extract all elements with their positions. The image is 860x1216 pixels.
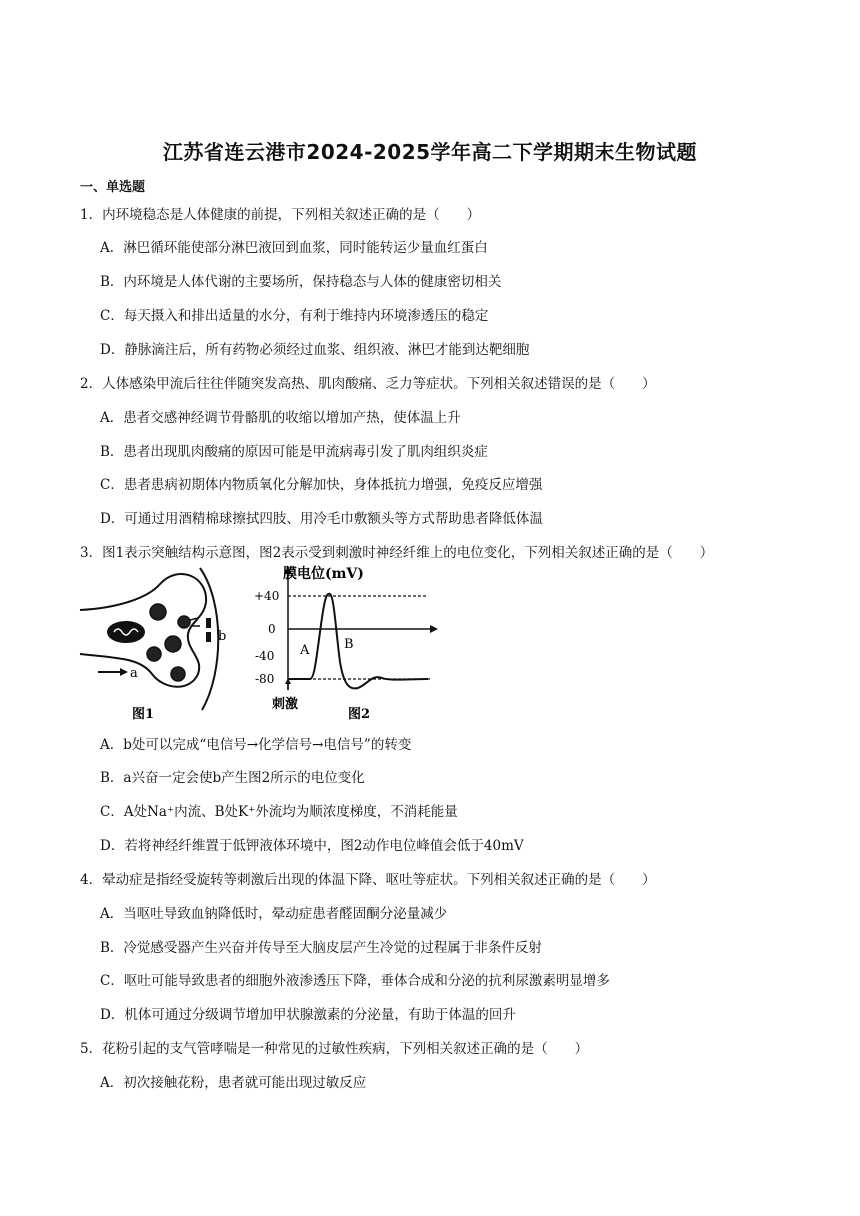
y-tick-0: 0	[268, 622, 276, 636]
question-3-figures	[78, 562, 458, 722]
y-tick-minus80: -80	[255, 672, 275, 686]
fig1-label-a: a	[130, 666, 138, 681]
question-2-option-c[interactable]: C．患者患病初期体内物质氧化分解加快，身体抵抗力增强，免疫反应增强	[100, 477, 543, 493]
segment-label-a: A	[300, 643, 310, 658]
fig1-label-b: b	[218, 629, 227, 644]
mitochondrion	[108, 622, 144, 642]
question-1-stem: 1．内环境稳态是人体健康的前提，下列相关叙述正确的是（ ）	[80, 207, 481, 223]
fig1-caption: 图1	[132, 707, 155, 722]
question-1-option-c[interactable]: C．每天摄入和排出适量的水分，有利于维持内环境渗透压的稳定	[100, 308, 489, 324]
vesicle	[171, 667, 185, 681]
question-3-option-b[interactable]: B．a兴奋一定会使b产生图2所示的电位变化	[100, 770, 365, 786]
question-3-stem: 3．图1表示突触结构示意图，图2表示受到刺激时神经纤维上的电位变化，下列相关叙述正确的是（ ）	[80, 545, 714, 561]
stimulus-label: 刺激	[272, 697, 299, 712]
action-potential-curve	[288, 594, 428, 689]
question-4-stem: 4．晕动症是指经受旋转等刺激后出现的体温下降、呕吐等症状。下列相关叙述正确的是（ ）	[80, 872, 656, 888]
question-1-option-b[interactable]: B．内环境是人体代谢的主要场所，保持稳态与人体的健康密切相关	[100, 274, 502, 290]
vesicle	[150, 604, 166, 620]
section-heading: 一、单选题	[80, 180, 146, 195]
question-4-option-c[interactable]: C．呕吐可能导致患者的细胞外液渗透压下降，垂体合成和分泌的抗利尿激素明显增多	[100, 973, 610, 989]
question-1-option-d[interactable]: D．静脉滴注后，所有药物必须经过血浆、组织液、淋巴才能到达靶细胞	[100, 342, 530, 358]
question-3-option-d[interactable]: D．若将神经纤维置于低钾液体环境中，图2动作电位峰值会低于40mV	[100, 838, 524, 854]
question-2-option-a[interactable]: A．患者交感神经调节骨骼肌的收缩以增加产热，使体温上升	[100, 410, 461, 426]
question-4-option-d[interactable]: D．机体可通过分级调节增加甲状腺激素的分泌量，有助于体温的回升	[100, 1007, 516, 1023]
vesicle	[165, 636, 181, 652]
figures-svg	[78, 562, 458, 722]
potential-graph	[284, 566, 438, 690]
synapse-diagram	[80, 568, 218, 710]
receptor	[206, 632, 211, 642]
segment-label-b: B	[344, 637, 354, 652]
y-tick-minus40: -40	[255, 649, 275, 663]
vesicle	[178, 616, 190, 628]
page-title: 江苏省连云港市2024-2025学年高二下学期期末生物试题	[162, 140, 698, 164]
question-5-stem: 5．花粉引起的支气管哮喘是一种常见的过敏性疾病，下列相关叙述正确的是（ ）	[80, 1041, 589, 1057]
question-3-option-c[interactable]: C．A处Na⁺内流、B处K⁺外流均为顺浓度梯度，不消耗能量	[100, 804, 458, 820]
question-4-option-a[interactable]: A．当呕吐导致血钠降低时，晕动症患者醛固酮分泌量减少	[100, 906, 448, 922]
question-3-option-a[interactable]: A．b处可以完成“电信号→化学信号→电信号”的转变	[100, 737, 412, 753]
question-2-stem: 2．人体感染甲流后往往伴随突发高热、肌肉酸痛、乏力等症状。下列相关叙述错误的是（ ）	[80, 376, 656, 392]
question-2-option-b[interactable]: B．患者出现肌肉酸痛的原因可能是甲流病毒引发了肌肉组织炎症	[100, 444, 488, 460]
question-4-option-b[interactable]: B．冷觉感受器产生兴奋并传导至大脑皮层产生冷觉的过程属于非条件反射	[100, 940, 542, 956]
y-tick-plus40: +40	[254, 589, 280, 603]
fig2-caption: 图2	[348, 707, 371, 722]
question-5-option-a[interactable]: A．初次接触花粉，患者就可能出现过敏反应	[100, 1075, 367, 1091]
question-2-option-d[interactable]: D．可通过用酒精棉球擦拭四肢、用冷毛巾敷额头等方式帮助患者降低体温	[100, 511, 543, 527]
question-1-option-a[interactable]: A．淋巴循环能使部分淋巴液回到血浆，同时能转运少量血红蛋白	[100, 240, 488, 256]
y-axis-label: 膜电位(mV)	[283, 566, 364, 582]
vesicle	[147, 647, 161, 661]
receptor	[206, 618, 211, 628]
